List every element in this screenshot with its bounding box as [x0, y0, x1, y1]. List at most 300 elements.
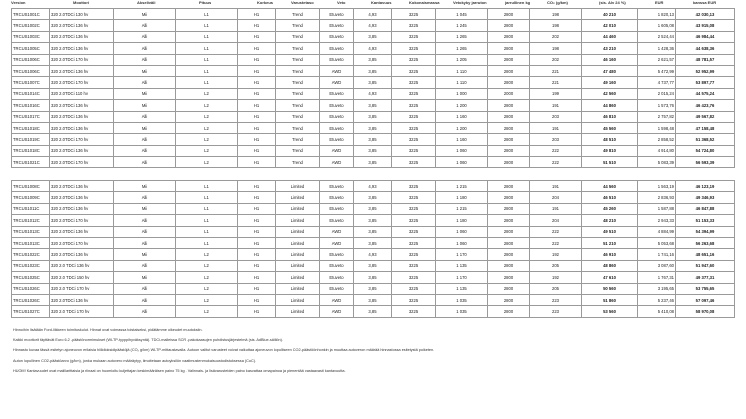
- cell-code: TRCUS1016C: [12, 100, 50, 111]
- cell-brk: 2800: [488, 294, 530, 305]
- cell-len: L2: [176, 111, 238, 122]
- cell-pay: 4,93: [354, 88, 392, 99]
- cell-co2: 191: [530, 122, 582, 133]
- cell-code: TRCUS1008C: [12, 181, 50, 192]
- cell-trim: Trend: [276, 88, 320, 99]
- cell-price: 51 210: [582, 237, 638, 248]
- cell-trim: Trend: [276, 111, 320, 122]
- table-row: [12, 122, 735, 133]
- cell-tow: 1 245: [436, 20, 488, 31]
- cell-price: 45 560: [582, 122, 638, 133]
- cell-price: 53 560: [582, 306, 638, 317]
- cell-trim: Trend: [276, 9, 320, 20]
- cell-trim: Trend: [276, 77, 320, 88]
- cell-price: 47 480: [582, 65, 638, 76]
- cell-ht: H1: [238, 88, 276, 99]
- header-gvw: Kokonaismassa: [409, 0, 440, 5]
- cell-len: L1: [176, 77, 238, 88]
- cell-code: TRCUS1022C: [12, 249, 50, 260]
- cell-wb: Alli: [114, 192, 176, 203]
- cell-pay: 3,85: [354, 192, 392, 203]
- cell-drive: Etuveto: [320, 203, 354, 214]
- cell-price: 46 910: [582, 249, 638, 260]
- table-row: [12, 249, 735, 260]
- cell-ht: H1: [238, 283, 276, 294]
- cell-len: L1: [176, 203, 238, 214]
- cell-gvw: 3225: [392, 65, 436, 76]
- cell-price: 47 610: [582, 272, 638, 283]
- cell-code: TRCUS1009C: [12, 192, 50, 203]
- header-co2: CO₂ (g/km): [547, 0, 568, 5]
- cell-brk: 2800: [488, 145, 530, 156]
- cell-wb: Alli: [114, 215, 176, 226]
- cell-engine: 320 2.0TDCi 110 hv: [50, 88, 114, 99]
- cell-tax: 2 621,57: [638, 54, 676, 65]
- cell-ht: H1: [238, 192, 276, 203]
- cell-co2: 222: [530, 226, 582, 237]
- header-total: kanssa EUR: [693, 0, 717, 5]
- cell-trim: Limited: [276, 272, 320, 283]
- cell-ht: H1: [238, 181, 276, 192]
- cell-price: 46 810: [582, 111, 638, 122]
- cell-tax: 4 737,77: [638, 77, 676, 88]
- table-row: [12, 215, 735, 226]
- table-row: [12, 43, 735, 54]
- cell-engine: 320 2.0TDCi 130 hv: [50, 9, 114, 20]
- cell-drive: Etuveto: [320, 20, 354, 31]
- cell-co2: 192: [530, 249, 582, 260]
- cell-gvw: 3225: [392, 145, 436, 156]
- cell-total: 43 915,08: [676, 20, 735, 31]
- cell-wb: Mii: [114, 122, 176, 133]
- cell-brk: 2800: [488, 306, 530, 317]
- cell-total: 44 638,36: [676, 43, 735, 54]
- cell-len: L2: [176, 260, 238, 271]
- cell-len: L1: [176, 181, 238, 192]
- cell-brk: 2800: [488, 31, 530, 42]
- cell-len: L2: [176, 122, 238, 133]
- footnotes: [13, 325, 723, 376]
- cell-gvw: 3225: [392, 260, 436, 271]
- cell-price: 50 560: [582, 283, 638, 294]
- cell-ht: H1: [238, 122, 276, 133]
- cell-pay: 3,85: [354, 111, 392, 122]
- cell-trim: Trend: [276, 65, 320, 76]
- table-row: [12, 31, 735, 42]
- cell-tow: 1 215: [436, 203, 488, 214]
- cell-total: 56 593,39: [676, 157, 735, 168]
- cell-tow: 1 215: [436, 181, 488, 192]
- header-braked: jarrullinen kg: [505, 0, 531, 5]
- cell-drive: Etuveto: [320, 215, 354, 226]
- cell-wb: Alli: [114, 260, 176, 271]
- cell-brk: 2800: [488, 100, 530, 111]
- cell-engine: 320 2.0 TDCi 150 hv: [50, 272, 114, 283]
- cell-engine: 320 2.0 TDCi 170 hv: [50, 306, 114, 317]
- cell-trim: Limited: [276, 192, 320, 203]
- cell-tow: 1 035: [436, 306, 488, 317]
- table-row: [12, 260, 735, 271]
- cell-wb: Alli: [114, 54, 176, 65]
- cell-price: 44 460: [582, 31, 638, 42]
- cell-tax: 5 410,08: [638, 306, 676, 317]
- cell-tax: 5 472,99: [638, 65, 676, 76]
- cell-brk: 2800: [488, 54, 530, 65]
- cell-code: TRCUS1026C: [12, 283, 50, 294]
- table-row: [12, 145, 735, 156]
- cell-wb: Alli: [114, 134, 176, 145]
- cell-drive: Etuveto: [320, 272, 354, 283]
- cell-wb: Alli: [114, 157, 176, 168]
- header-engine: Moottori: [73, 0, 89, 5]
- cell-code: TRCUS1002C: [12, 20, 50, 31]
- header-height: Korkeus: [257, 0, 274, 5]
- cell-len: L1: [176, 9, 238, 20]
- table-row: [12, 111, 735, 122]
- cell-total: 54 394,99: [676, 226, 735, 237]
- cell-wb: Alli: [114, 43, 176, 54]
- cell-drive: Etuveto: [320, 43, 354, 54]
- cell-wb: Mii: [114, 9, 176, 20]
- cell-brk: 2800: [488, 249, 530, 260]
- cell-engine: 320 2.0 TDCi 136 hv: [50, 260, 114, 271]
- cell-drive: Etuveto: [320, 192, 354, 203]
- cell-total: 47 158,48: [676, 122, 735, 133]
- header-payload: Kantavuus: [371, 0, 392, 5]
- cell-tax: 1 605,08: [638, 20, 676, 31]
- cell-engine: 320 2.0TDCi 170 hv: [50, 134, 114, 145]
- cell-co2: 192: [530, 272, 582, 283]
- footnote: HUOM! Kantavuudet ovat maiillarittaisia ja riinaat on huomioitu kuljettajan keskimääräisen paino 75 kg . Valinnais- ja lisävarusteiden paino kasvattaa omapainoa ja pienentää vastaavasti kantavuutta.: [13, 368, 346, 373]
- cell-tow: 1 060: [436, 237, 488, 248]
- cell-tow: 1 265: [436, 31, 488, 42]
- cell-price: 46 160: [582, 54, 638, 65]
- cell-total: 57 097,46: [676, 294, 735, 305]
- cell-code: TRCUS1006C: [12, 65, 50, 76]
- cell-tow: 1 180: [436, 192, 488, 203]
- cell-price: 48 210: [582, 215, 638, 226]
- cell-tax: 5 237,46: [638, 294, 676, 305]
- cell-len: L1: [176, 31, 238, 42]
- cell-tow: 1 205: [436, 54, 488, 65]
- cell-price: 42 560: [582, 88, 638, 99]
- cell-engine: 320 2.0TDCi 170 hv: [50, 77, 114, 88]
- table-row: [12, 88, 735, 99]
- cell-gvw: 3225: [392, 157, 436, 168]
- cell-total: 54 724,80: [676, 145, 735, 156]
- cell-tow: 1 060: [436, 226, 488, 237]
- cell-total: 46 847,88: [676, 203, 735, 214]
- header-drive: Veto: [337, 0, 346, 5]
- footnote: Auton lopullinen CO2-päästöarvo (g/km), jonka mukaan autovero määräytyy, ilmoitetaan autoyksilön vaatimustenmukaisuustodistuksessa (CoC).: [13, 358, 257, 363]
- cell-pay: 4,93: [354, 20, 392, 31]
- cell-pay: 3,85: [354, 65, 392, 76]
- cell-wb: Alli: [114, 31, 176, 42]
- cell-tow: 1 160: [436, 111, 488, 122]
- cell-brk: 2800: [488, 226, 530, 237]
- cell-brk: 2800: [488, 260, 530, 271]
- cell-price: 40 210: [582, 9, 638, 20]
- cell-engine: 320 2.0TDCi 136 hv: [50, 111, 114, 122]
- cell-gvw: 3225: [392, 181, 436, 192]
- cell-trim: Trend: [276, 31, 320, 42]
- cell-price: 44 560: [582, 181, 638, 192]
- cell-total: 56 263,68: [676, 237, 735, 248]
- cell-brk: 2800: [488, 203, 530, 214]
- cell-total: 42 030,13: [676, 9, 735, 20]
- cell-engine: 320 2.0TDCi 170 hv: [50, 215, 114, 226]
- cell-price: 43 210: [582, 43, 638, 54]
- cell-pay: 3,85: [354, 157, 392, 168]
- cell-brk: 2800: [488, 20, 530, 31]
- table-row: [12, 65, 735, 76]
- cell-co2: 222: [530, 237, 582, 248]
- cell-tax: 1 598,48: [638, 122, 676, 133]
- cell-gvw: 3225: [392, 111, 436, 122]
- cell-len: L1: [176, 20, 238, 31]
- cell-trim: Trend: [276, 54, 320, 65]
- cell-wb: Alli: [114, 294, 176, 305]
- cell-total: 52 952,99: [676, 65, 735, 76]
- cell-trim: Limited: [276, 260, 320, 271]
- cell-co2: 205: [530, 283, 582, 294]
- cell-gvw: 3225: [392, 54, 436, 65]
- cell-wb: Mii: [114, 65, 176, 76]
- cell-gvw: 3225: [392, 283, 436, 294]
- cell-code: TRCUS1025C: [12, 272, 50, 283]
- cell-drive: AWD: [320, 294, 354, 305]
- cell-pay: 4,93: [354, 9, 392, 20]
- cell-pay: 3,85: [354, 122, 392, 133]
- cell-drive: Etuveto: [320, 181, 354, 192]
- cell-code: TRCUS1023C: [12, 260, 50, 271]
- cell-tax: 2 524,44: [638, 31, 676, 42]
- cell-drive: AWD: [320, 226, 354, 237]
- cell-wb: Alli: [114, 306, 176, 317]
- cell-code: TRCUS1026C: [12, 294, 50, 305]
- cell-pay: 3,85: [354, 215, 392, 226]
- cell-brk: 2800: [488, 111, 530, 122]
- cell-co2: 203: [530, 134, 582, 145]
- cell-co2: 204: [530, 192, 582, 203]
- cell-brk: 2800: [488, 283, 530, 294]
- table-row: [12, 306, 735, 317]
- cell-engine: 320 2.0TDCi 136 hv: [50, 192, 114, 203]
- cell-brk: 2800: [488, 157, 530, 168]
- cell-len: L1: [176, 226, 238, 237]
- cell-trim: Limited: [276, 294, 320, 305]
- cell-ht: H1: [238, 145, 276, 156]
- cell-tax: 1 563,19: [638, 181, 676, 192]
- cell-total: 48 781,57: [676, 54, 735, 65]
- cell-brk: 2800: [488, 77, 530, 88]
- cell-tow: 1 000: [436, 88, 488, 99]
- table-row: [12, 226, 735, 237]
- cell-wb: Alli: [114, 20, 176, 31]
- cell-len: L1: [176, 215, 238, 226]
- cell-drive: Etuveto: [320, 134, 354, 145]
- cell-code: TRCUS1012C: [12, 215, 50, 226]
- cell-drive: Etuveto: [320, 31, 354, 42]
- header-tax: EUR: [655, 0, 664, 5]
- table-row: [12, 294, 735, 305]
- cell-total: 49 377,31: [676, 272, 735, 283]
- cell-ht: H1: [238, 43, 276, 54]
- cell-brk: 2800: [488, 65, 530, 76]
- cell-gvw: 3225: [392, 272, 436, 283]
- cell-len: L1: [176, 54, 238, 65]
- cell-price: 48 510: [582, 134, 638, 145]
- cell-pay: 3,85: [354, 237, 392, 248]
- cell-trim: Limited: [276, 203, 320, 214]
- cell-price: 44 860: [582, 100, 638, 111]
- cell-tow: 1 265: [436, 43, 488, 54]
- cell-total: 58 970,08: [676, 306, 735, 317]
- cell-ht: H1: [238, 157, 276, 168]
- price-table-trend: [11, 8, 735, 168]
- cell-wb: Mii: [114, 249, 176, 260]
- cell-pay: 3,85: [354, 77, 392, 88]
- cell-tax: 2 858,52: [638, 134, 676, 145]
- cell-ht: H1: [238, 77, 276, 88]
- cell-wb: Alli: [114, 111, 176, 122]
- cell-drive: Etuveto: [320, 54, 354, 65]
- cell-co2: 223: [530, 294, 582, 305]
- cell-co2: 203: [530, 111, 582, 122]
- cell-wb: Alli: [114, 237, 176, 248]
- cell-price: 48 860: [582, 260, 638, 271]
- cell-trim: Trend: [276, 157, 320, 168]
- cell-price: 49 810: [582, 145, 638, 156]
- cell-tax: 1 428,36: [638, 43, 676, 54]
- cell-drive: Etuveto: [320, 9, 354, 20]
- header-version: Version: [11, 0, 26, 5]
- cell-trim: Limited: [276, 181, 320, 192]
- cell-len: L2: [176, 88, 238, 99]
- cell-code: TRCUS1017C: [12, 111, 50, 122]
- cell-tow: 1 135: [436, 283, 488, 294]
- cell-tow: 1 200: [436, 122, 488, 133]
- cell-price: 42 010: [582, 20, 638, 31]
- cell-engine: 320 2.0TDCi 136 hv: [50, 20, 114, 31]
- cell-len: L1: [176, 65, 238, 76]
- cell-pay: 3,85: [354, 203, 392, 214]
- cell-engine: 320 2.0 TDCi 170 hv: [50, 283, 114, 294]
- cell-co2: 202: [530, 31, 582, 42]
- table-row: [12, 9, 735, 20]
- table-row: [12, 77, 735, 88]
- cell-gvw: 3225: [392, 237, 436, 248]
- cell-wb: Mii: [114, 88, 176, 99]
- cell-tax: 1 573,76: [638, 100, 676, 111]
- cell-gvw: 3225: [392, 226, 436, 237]
- cell-total: 46 984,44: [676, 31, 735, 42]
- cell-drive: Etuveto: [320, 100, 354, 111]
- cell-tow: 1 170: [436, 249, 488, 260]
- cell-trim: Trend: [276, 145, 320, 156]
- cell-total: 44 575,24: [676, 88, 735, 99]
- cell-pay: 3,85: [354, 283, 392, 294]
- cell-tax: 2 943,33: [638, 215, 676, 226]
- cell-len: L2: [176, 272, 238, 283]
- cell-engine: 320 2.0TDCi 136 hv: [50, 203, 114, 214]
- table-row: [12, 272, 735, 283]
- cell-gvw: 3225: [392, 122, 436, 133]
- cell-trim: Limited: [276, 215, 320, 226]
- cell-tax: 1 820,13: [638, 9, 676, 20]
- cell-ht: H1: [238, 111, 276, 122]
- cell-drive: Etuveto: [320, 111, 354, 122]
- cell-drive: Etuveto: [320, 283, 354, 294]
- cell-tax: 1 741,16: [638, 249, 676, 260]
- cell-ht: H1: [238, 203, 276, 214]
- cell-total: 49 567,82: [676, 111, 735, 122]
- cell-wb: Alli: [114, 283, 176, 294]
- cell-wb: Alli: [114, 77, 176, 88]
- cell-engine: 320 2.0TDCi 170 hv: [50, 157, 114, 168]
- table-row: [12, 157, 735, 168]
- cell-total: 53 897,77: [676, 77, 735, 88]
- cell-engine: 320 2.0TDCi 136 hv: [50, 181, 114, 192]
- cell-tow: 1 110: [436, 77, 488, 88]
- cell-co2: 199: [530, 88, 582, 99]
- cell-total: 46 123,19: [676, 181, 735, 192]
- cell-code: TRCUS1018C: [12, 145, 50, 156]
- cell-trim: Trend: [276, 134, 320, 145]
- cell-co2: 222: [530, 157, 582, 168]
- cell-drive: AWD: [320, 306, 354, 317]
- cell-tow: 1 180: [436, 215, 488, 226]
- table-row: [12, 54, 735, 65]
- cell-len: L2: [176, 283, 238, 294]
- cell-pay: 3,85: [354, 260, 392, 271]
- cell-drive: AWD: [320, 77, 354, 88]
- cell-co2: 198: [530, 9, 582, 20]
- cell-trim: Limited: [276, 226, 320, 237]
- table-row: [12, 134, 735, 145]
- cell-code: TRCUS1005C: [12, 43, 50, 54]
- cell-code: TRCUS1021C: [12, 157, 50, 168]
- cell-tow: 1 200: [436, 100, 488, 111]
- cell-engine: 320 2.0TDCi 136 hv: [50, 65, 114, 76]
- cell-len: L2: [176, 134, 238, 145]
- cell-code: TRCUS1013C: [12, 226, 50, 237]
- cell-tax: 4 914,80: [638, 145, 676, 156]
- cell-price: 46 510: [582, 192, 638, 203]
- cell-gvw: 3225: [392, 215, 436, 226]
- cell-tax: 4 884,99: [638, 226, 676, 237]
- header-trim: Varustetaso: [291, 0, 314, 5]
- cell-drive: AWD: [320, 237, 354, 248]
- cell-co2: 191: [530, 100, 582, 111]
- cell-brk: 2800: [488, 9, 530, 20]
- footnote: Hinnoihin lisätään Ford-liikkeen toimituskulut. Hinnat ovat voimassa toistaiseksi, pidätämme oikeudet muutoksiin.: [13, 328, 203, 332]
- cell-ht: H1: [238, 294, 276, 305]
- cell-co2: 198: [530, 43, 582, 54]
- cell-tow: 1 135: [436, 260, 488, 271]
- cell-drive: Etuveto: [320, 122, 354, 133]
- cell-co2: 204: [530, 215, 582, 226]
- cell-ht: H1: [238, 272, 276, 283]
- cell-engine: 320 2.0TDCi 170 hv: [50, 54, 114, 65]
- cell-engine: 320 2.0TDCi 170 hv: [50, 237, 114, 248]
- cell-price: 49 510: [582, 226, 638, 237]
- cell-tax: 2 015,24: [638, 88, 676, 99]
- cell-tow: 1 170: [436, 272, 488, 283]
- cell-pay: 3,85: [354, 226, 392, 237]
- cell-pay: 3,85: [354, 31, 392, 42]
- cell-tax: 2 757,82: [638, 111, 676, 122]
